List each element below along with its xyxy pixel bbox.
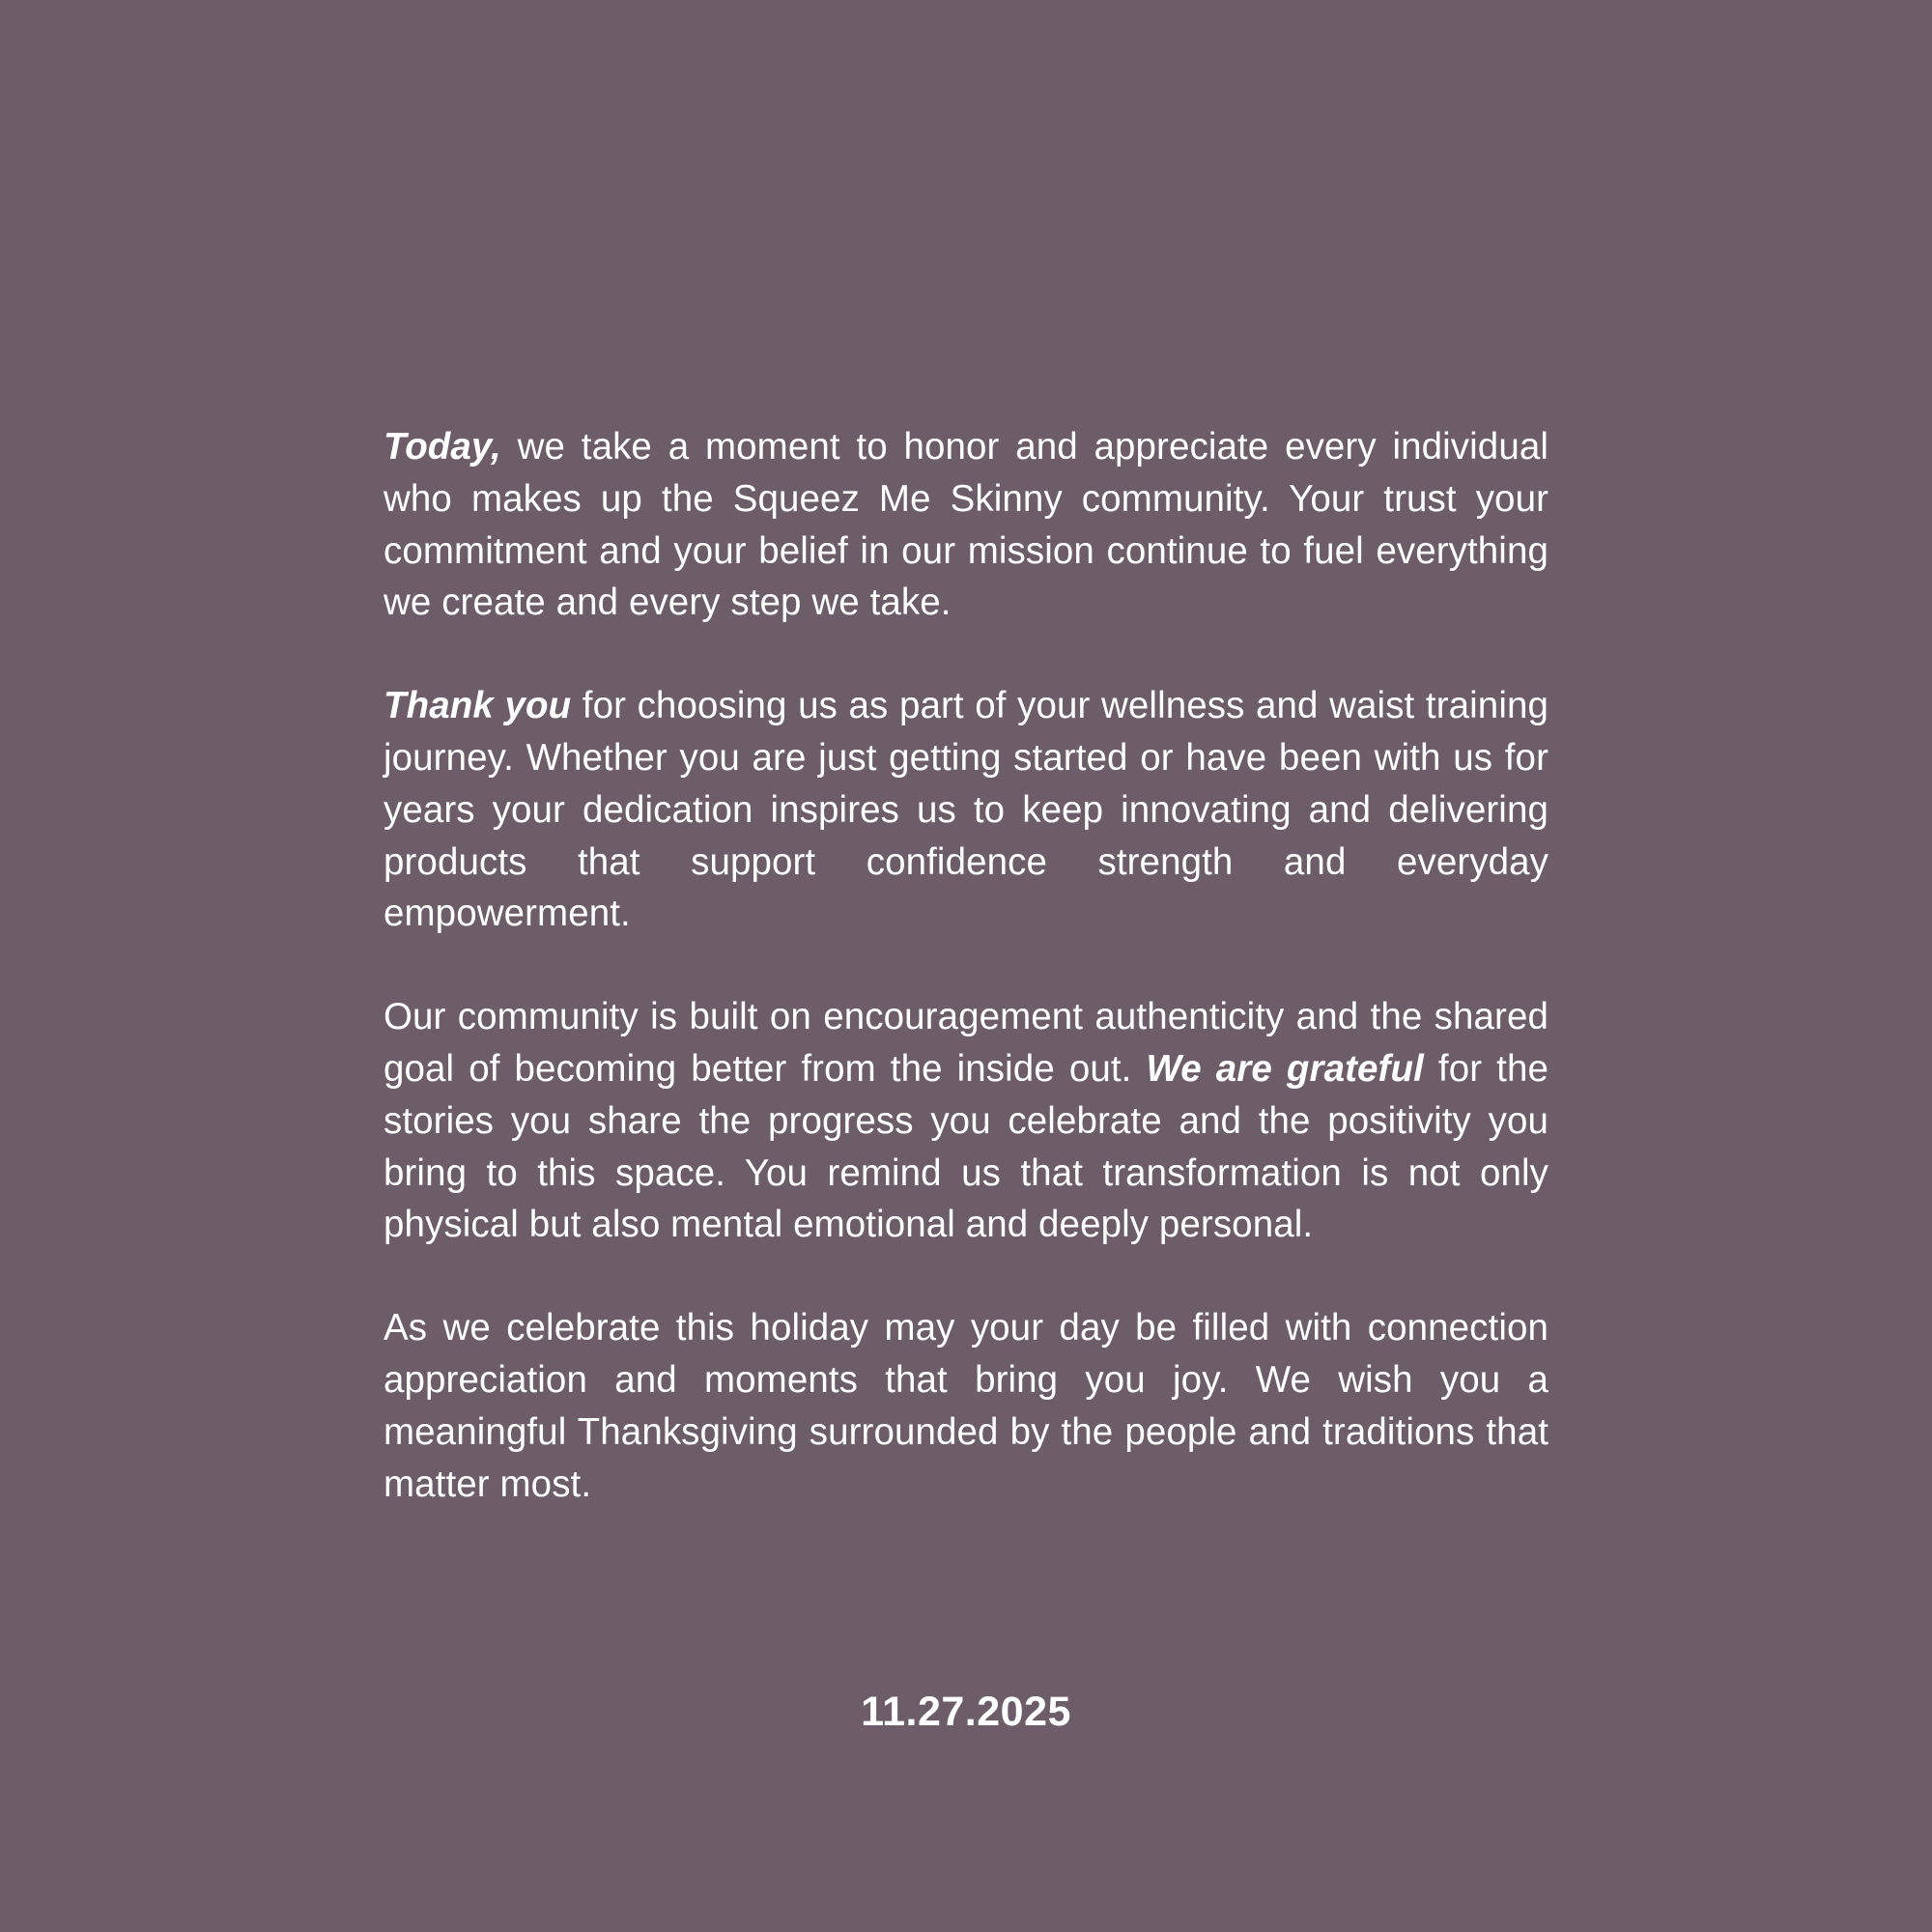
paragraph-thank-you [384, 680, 1548, 940]
paragraph-thank-you-text: for choosing us as part of your wellness and waist training journey. Whether you are just getting started or have been with us for years your dedication inspires us to keep innovating and delivering products that support confidence strength and everyday empowerment. [384, 685, 1548, 935]
paragraph-holiday [384, 1302, 1548, 1510]
paragraph-holiday-text: As we celebrate this holiday may your day be filled with connection appreciation and moments that bring you joy. We wish you a meaningful Thanksgiving surrounded by the people and traditions that matter most. [384, 1307, 1548, 1505]
paragraph-today-lead: Today, [384, 426, 501, 468]
date-stamp: 11.27.2025 [861, 1689, 1071, 1735]
paragraph-community-emphasis: We are grateful [1146, 1047, 1424, 1090]
paragraph-today-text: we take a moment to honor and appreciate every individual who makes up the Squeez Me Skinny community. Your trust your commitment and your belief in our mission continue to fuel everything we create and every step we take. [384, 426, 1548, 624]
letter-body [384, 421, 1548, 1510]
paragraph-community-after: for the stories you share the progress you celebrate and the positivity you bring to this space. You remind us that transformation is not only physical but also mental emotional and deeply personal. [384, 1047, 1548, 1246]
paragraph-community [384, 991, 1548, 1251]
paragraph-thank-you-lead: Thank you [384, 685, 572, 727]
paragraph-community-before: Our community is built on encouragement authenticity and the shared goal of becoming better from the inside out. [384, 996, 1548, 1090]
paragraph-today [384, 421, 1548, 629]
